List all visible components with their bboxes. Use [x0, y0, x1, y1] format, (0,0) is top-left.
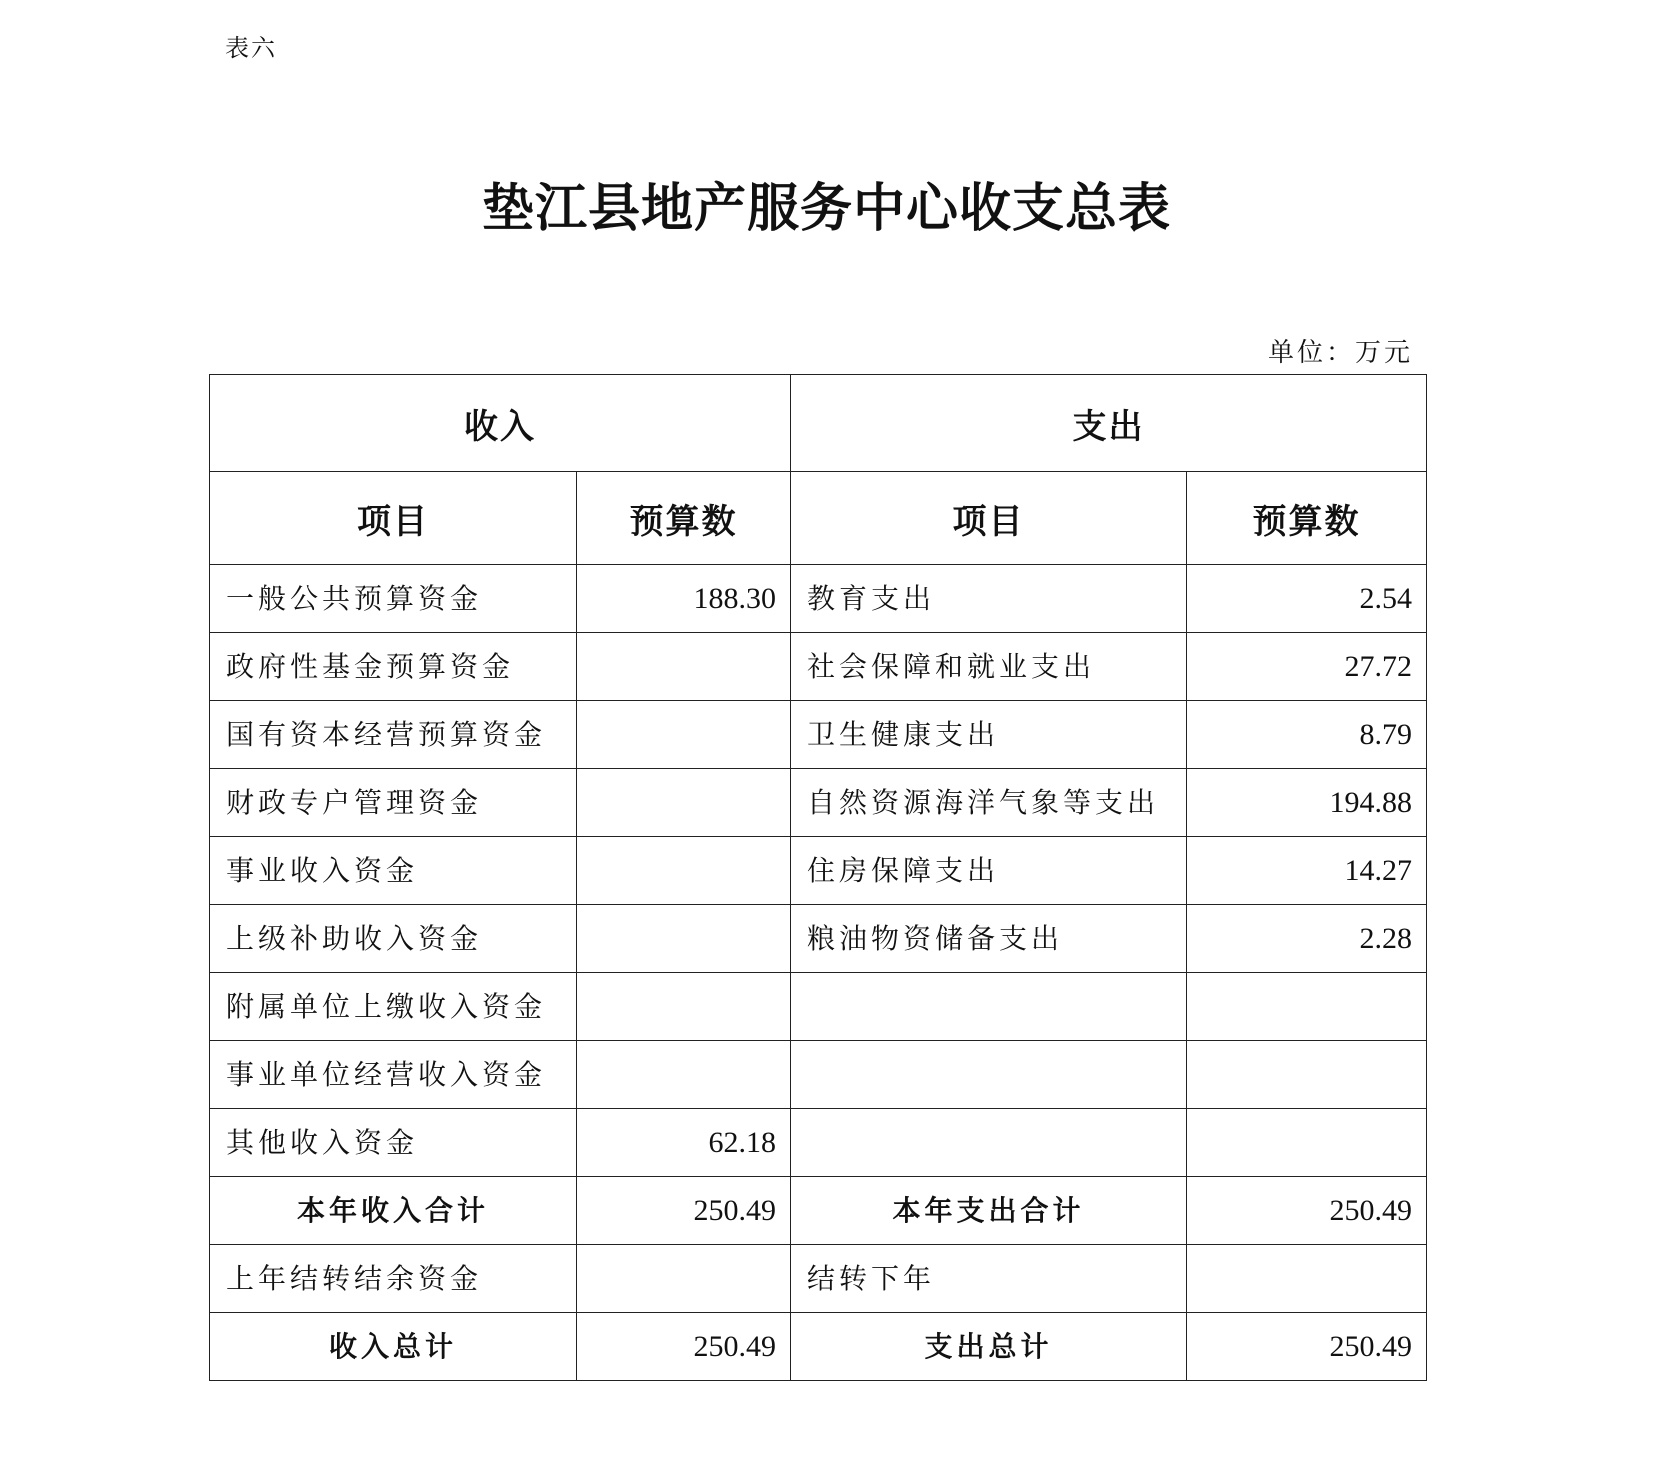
expense-value-cell: 8.79 [1187, 701, 1427, 769]
expense-value-cell [1187, 1109, 1427, 1177]
income-item-cell: 其他收入资金 [210, 1109, 577, 1177]
expense-item-header: 项目 [791, 472, 1187, 565]
income-item-header: 项目 [210, 472, 577, 565]
expense-item-cell: 结转下年 [791, 1245, 1187, 1313]
table-row [210, 1245, 1427, 1313]
income-value-cell [577, 633, 791, 701]
expense-budget-header: 预算数 [1187, 472, 1427, 565]
income-budget-header: 预算数 [577, 472, 791, 565]
income-item-cell: 国有资本经营预算资金 [210, 701, 577, 769]
income-item-cell: 政府性基金预算资金 [210, 633, 577, 701]
table-row [210, 973, 1427, 1041]
expense-value-cell: 250.49 [1187, 1313, 1427, 1381]
expense-section-header: 支出 [791, 375, 1427, 472]
income-item-cell: 上级补助收入资金 [210, 905, 577, 973]
expense-item-cell: 支出总计 [791, 1313, 1187, 1381]
expense-value-cell: 14.27 [1187, 837, 1427, 905]
table-row [210, 1313, 1427, 1381]
income-value-cell [577, 1041, 791, 1109]
column-header-row [210, 472, 1427, 565]
income-value-cell [577, 973, 791, 1041]
expense-item-cell: 卫生健康支出 [791, 701, 1187, 769]
expense-item-cell [791, 1041, 1187, 1109]
document-label: 表六 [225, 34, 277, 62]
income-value-cell: 188.30 [577, 565, 791, 633]
expense-value-cell: 250.49 [1187, 1177, 1427, 1245]
income-value-cell [577, 837, 791, 905]
income-value-cell [577, 1245, 791, 1313]
income-value-cell: 250.49 [577, 1313, 791, 1381]
expense-value-cell [1187, 973, 1427, 1041]
expense-item-cell: 粮油物资储备支出 [791, 905, 1187, 973]
income-value-cell: 250.49 [577, 1177, 791, 1245]
table-row [210, 565, 1427, 633]
expense-value-cell: 2.28 [1187, 905, 1427, 973]
income-item-cell: 事业收入资金 [210, 837, 577, 905]
table-row [210, 1109, 1427, 1177]
expense-value-cell: 27.72 [1187, 633, 1427, 701]
income-value-cell: 62.18 [577, 1109, 791, 1177]
table-row [210, 701, 1427, 769]
income-item-cell: 事业单位经营收入资金 [210, 1041, 577, 1109]
table-row [210, 633, 1427, 701]
expense-item-cell: 本年支出合计 [791, 1177, 1187, 1245]
unit-label: 单位：万元 [1267, 338, 1413, 368]
expense-item-cell [791, 973, 1187, 1041]
income-item-cell: 财政专户管理资金 [210, 769, 577, 837]
table-row [210, 769, 1427, 837]
expense-value-cell [1187, 1245, 1427, 1313]
income-item-cell: 收入总计 [210, 1313, 577, 1381]
expense-item-cell: 住房保障支出 [791, 837, 1187, 905]
expense-item-cell: 自然资源海洋气象等支出 [791, 769, 1187, 837]
expense-item-cell [791, 1109, 1187, 1177]
expense-value-cell: 2.54 [1187, 565, 1427, 633]
table-row [210, 905, 1427, 973]
expense-value-cell [1187, 1041, 1427, 1109]
page-title: 垫江县地产服务中心收支总表 [481, 178, 1171, 239]
income-section-header: 收入 [210, 375, 791, 472]
income-item-cell: 一般公共预算资金 [210, 565, 577, 633]
income-item-cell: 附属单位上缴收入资金 [210, 973, 577, 1041]
table-row [210, 1041, 1427, 1109]
expense-item-cell: 社会保障和就业支出 [791, 633, 1187, 701]
income-value-cell [577, 701, 791, 769]
income-item-cell: 上年结转结余资金 [210, 1245, 577, 1313]
section-header-row [210, 375, 1427, 472]
budget-table [209, 374, 1427, 1381]
income-item-cell: 本年收入合计 [210, 1177, 577, 1245]
expense-item-cell: 教育支出 [791, 565, 1187, 633]
table-row [210, 837, 1427, 905]
table-body [210, 565, 1427, 1381]
income-value-cell [577, 769, 791, 837]
income-value-cell [577, 905, 791, 973]
expense-value-cell: 194.88 [1187, 769, 1427, 837]
table-row [210, 1177, 1427, 1245]
